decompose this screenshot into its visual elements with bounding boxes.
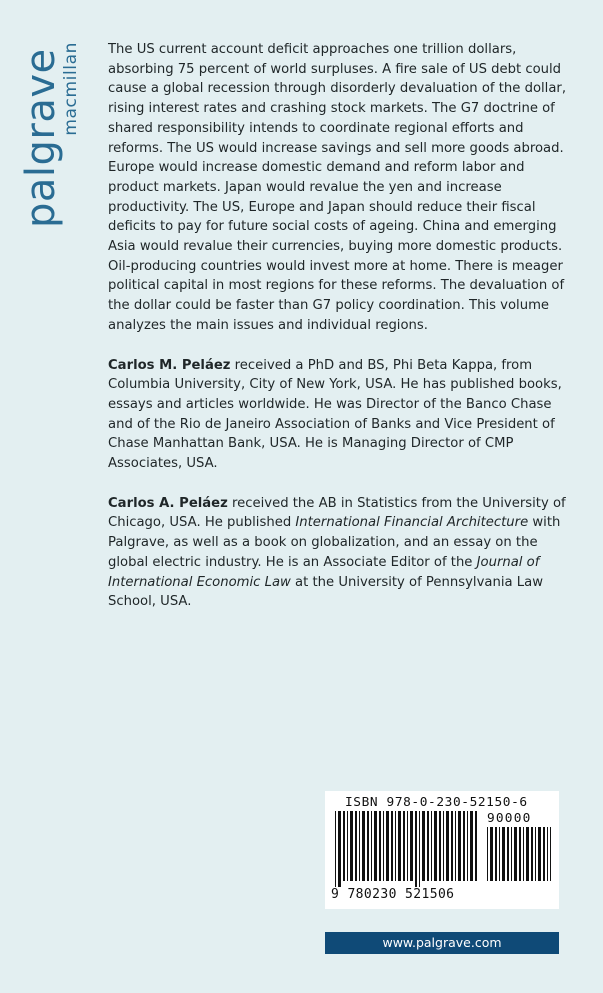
journal-title: Journal of International Economic Law <box>108 554 540 590</box>
logo-wordmark: palgrave <box>18 48 64 228</box>
author-bio-2-text-b: with Palgrave, as well as a book on globalization, and an essay on the global electric industry. He is an Associate Editor of the <box>108 515 561 570</box>
back-cover-text <box>108 40 570 632</box>
author-name-1: Carlos M. Peláez <box>108 357 231 373</box>
barcode-bars <box>333 811 479 887</box>
isbn-label: ISBN 978-0-230-52150-6 <box>345 795 528 810</box>
addon-barcode-bars <box>485 827 551 887</box>
price-code-label: 90000 <box>487 811 532 826</box>
author-bio-2-text-a: received the AB in Statistics from the University of Chicago, USA. He published <box>108 495 566 531</box>
logo-subtitle: macmillan <box>61 42 81 136</box>
blurb-paragraph: The US current account deficit approaches one trillion dollars, absorbing 75 percent of world surpluses. A fire sale of US debt could cause a global recession through disorderly devaluation of the dollar, rising interest rates and crashing stock markets. The G7 doctrine of shared responsibility intends to coordinate regional efforts and reforms. The US would increase savings and sell more goods abroad. Europe would increase domestic demand and reform labor and product markets. Japan would revalue the yen and increase productivity. The US, Europe and Japan should reduce their fiscal deficits to pay for future social costs of ageing. China and emerging Asia would revalue their currencies, buying more domestic products. Oil-producing countries would invest more at home. There is meager political capital in most regions for these reforms. The devaluation of the dollar could be faster than G7 policy coordination. This volume analyzes the main issues and individual regions. <box>108 42 567 333</box>
palgrave-macmillan-logo <box>20 38 86 228</box>
website-link[interactable]: www.palgrave.com <box>325 932 559 954</box>
author-bio-1 <box>108 356 570 474</box>
author-bio-1-text: received a PhD and BS, Phi Beta Kappa, from Columbia University, City of New York, USA. He has published books, essays and articles worldwide. He was Director of the Banco Chase and of the Rio de Janeiro Association of Banks and Vice President of Chase Manhattan Bank, USA. He is Managing Director of CMP Associates, USA. <box>108 357 562 472</box>
author-bio-2-text-c: at the University of Pennsylvania Law School, USA. <box>108 574 543 610</box>
isbn-barcode <box>325 791 559 909</box>
author-bio-2 <box>108 494 570 612</box>
barcode-digits: 9 780230 521506 <box>331 887 455 902</box>
book-title: International Financial Architecture <box>295 515 529 531</box>
author-name-2: Carlos A. Peláez <box>108 495 228 511</box>
